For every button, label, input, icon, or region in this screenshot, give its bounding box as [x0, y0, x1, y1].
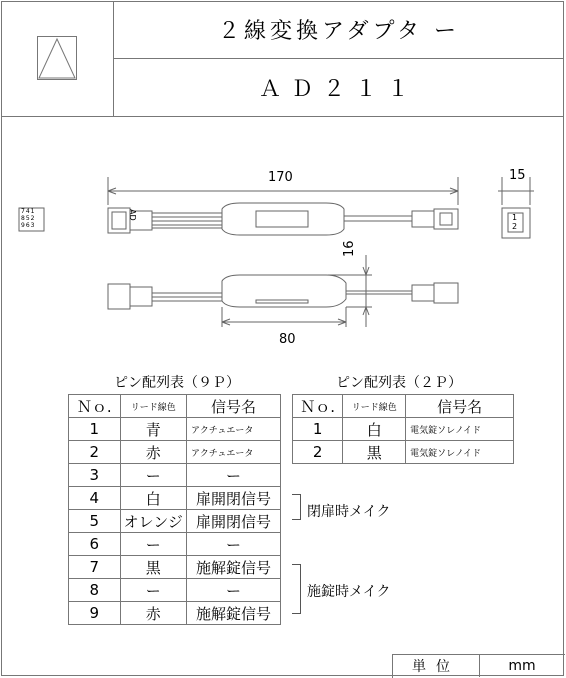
connector-9p-pin-map: 741 852 963 [21, 208, 36, 229]
signal-name: 施解錠信号 [186, 602, 280, 625]
adapter-box-side [222, 275, 346, 307]
table-9p-title: ピン配列表（９Ｐ） [114, 375, 240, 391]
pin-table-2p [292, 394, 514, 464]
signal-name: ー [186, 579, 280, 602]
table-row [69, 418, 281, 441]
table-row [293, 418, 514, 441]
wire-color: ー [120, 579, 186, 602]
adapter-box-top [222, 203, 344, 235]
pin-no: 3 [69, 464, 121, 487]
wire-color: 白 [343, 418, 406, 441]
wire-color: オレンジ [120, 510, 186, 533]
overall-length-label: 170 [268, 170, 293, 185]
signal-name: 扉開閉信号 [186, 510, 280, 533]
adapter-drawing [0, 117, 566, 357]
pin-no: 7 [69, 556, 121, 579]
column-header-signal: 信号名 [406, 395, 514, 418]
signal-name: 施解錠信号 [186, 556, 280, 579]
connector-2p-pin-map: 1 2 [512, 213, 518, 231]
table-row [69, 487, 281, 510]
table-header-row [293, 395, 514, 418]
pin-no: 4 [69, 487, 121, 510]
connector-width-label: 15 [509, 168, 526, 183]
column-header-wire-color: リード線色 [343, 395, 406, 418]
wire-color: 黒 [120, 556, 186, 579]
lock-signal-bracket [292, 564, 301, 614]
table-row [69, 556, 281, 579]
table-row [69, 533, 281, 556]
model-number: ＡＤ２１１ [258, 77, 419, 102]
pin-no: 1 [293, 418, 343, 441]
box-height-label: 16 [342, 240, 357, 257]
door-make-note: 閉扉時メイク [307, 504, 391, 520]
column-header-signal: 信号名 [186, 395, 280, 418]
table-row [293, 441, 514, 464]
unit-value: mm [508, 658, 536, 674]
pin-no: 2 [293, 441, 343, 464]
signal-name: 扉開閉信号 [186, 487, 280, 510]
table-row [69, 579, 281, 602]
pin-no: 1 [69, 418, 121, 441]
wire-color: ー [120, 533, 186, 556]
column-header-no: Ｎｏ. [69, 395, 121, 418]
pin-no: 8 [69, 579, 121, 602]
pin-no: 9 [69, 602, 121, 625]
table-header-row [69, 395, 281, 418]
table-row [69, 510, 281, 533]
box-length-label: 80 [279, 332, 296, 347]
wire-color: 赤 [120, 441, 186, 464]
wire-color: 白 [120, 487, 186, 510]
signal-name: 電気錠ソレノイド [406, 441, 514, 464]
table-row [69, 441, 281, 464]
pin-no: 6 [69, 533, 121, 556]
wire-color: 赤 [120, 602, 186, 625]
pin-no: 5 [69, 510, 121, 533]
signal-name: アクチュエータ [186, 418, 280, 441]
drawing-title: ２線変換アダプタ ー [218, 19, 460, 44]
table-row [69, 602, 281, 625]
unit-label: 単位 [412, 659, 460, 675]
signal-name: アクチュエータ [186, 441, 280, 464]
connector-2p-body [412, 211, 434, 227]
signal-name: 電気錠ソレノイド [406, 418, 514, 441]
company-logo [37, 36, 77, 80]
table-row [69, 464, 281, 487]
column-header-no: Ｎｏ. [293, 395, 343, 418]
lock-make-note: 施錠時メイク [307, 584, 391, 600]
signal-name: ー [186, 533, 280, 556]
table-2p-title: ピン配列表（２Ｐ） [336, 375, 462, 391]
signal-name: ー [186, 464, 280, 487]
pin-table-9p [68, 394, 281, 625]
adapter-label: AD [128, 209, 137, 221]
wire-color: ー [120, 464, 186, 487]
door-signal-bracket [292, 494, 301, 520]
pin-no: 2 [69, 441, 121, 464]
column-header-wire-color: リード線色 [120, 395, 186, 418]
wire-color: 黒 [343, 441, 406, 464]
wire-color: 青 [120, 418, 186, 441]
